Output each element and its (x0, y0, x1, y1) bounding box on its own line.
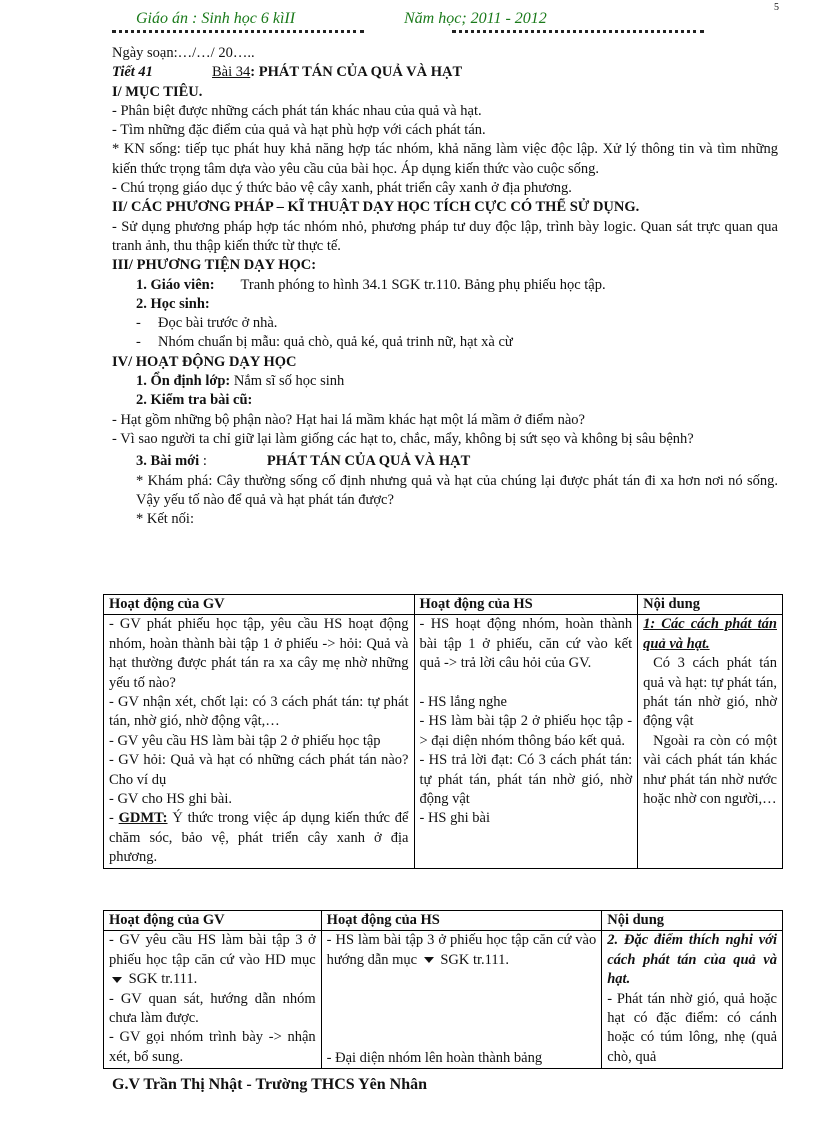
student-item-text: Nhóm chuẩn bị mẫu: quả chò, quả ké, quả trinh nữ, hạt xà cừ (158, 334, 513, 351)
new-lesson-label: 3. Bài mới (136, 453, 200, 470)
dropdown-arrow-icon (424, 957, 434, 963)
student-activity (327, 931, 597, 970)
teacher-activity-cell (104, 931, 322, 1069)
objective-item: - Tìm những đặc điểm của quả và hạt phù hợp với cách phát tán. (112, 122, 486, 139)
stabilize-label: 1. Ổn định lớp: (136, 373, 231, 390)
content-text: Có 3 cách phát tán quả và hạt: tự phát tán, phát tán nhờ gió, nhờ động vật (643, 655, 777, 730)
content-text: Ngoài ra còn có một vài cách phát tán khác như phát tán nhờ nước hoặc nhờ con người,… (643, 732, 777, 808)
teacher-activity-gdmt: - GDMT: Ý thức trong việc áp dụng kiến thức để chăm sóc, bảo vệ, phát triển cây xanh ở địa phương. (109, 810, 409, 866)
student-activity-ref: SGK tr.111. (440, 951, 509, 968)
gdmt-text: Ý thức trong việc áp dụng kiến thức để chăm sóc, bảo vệ, phát triển cây xanh ở địa phương. (109, 810, 409, 866)
table-header-cell: Hoạt động của HS (414, 595, 638, 615)
date-line: Ngày soạn:…/…/ 20….. (112, 45, 255, 61)
table-row (104, 931, 783, 1069)
activity-table-1 (103, 594, 783, 869)
content-cell (638, 615, 783, 868)
gdmt-label: GDMT: (118, 810, 168, 827)
page-footer: G.V Trần Thị Nhật - Trường THCS Yên Nhân (112, 1076, 427, 1093)
page-number: 5 (774, 2, 779, 13)
objective-item: * KN sống: tiếp tục phát huy khả năng hợp tác nhóm, khả năng làm việc độc lập. Xử lý thông tin và tìm những kiến thức trọng tâm dựa vào yêu cầu của bài học. Áp dụng kiến thức vào cuộc sống. (112, 141, 778, 177)
objective-item: - Chú trọng giáo dục ý thức bảo vệ cây xanh, phát triển cây xanh ở địa phương. (112, 180, 572, 197)
teacher-materials (112, 276, 778, 295)
student-activity: - HS ghi bài (419, 810, 490, 827)
table-header-cell: Nội dung (638, 595, 783, 615)
review-label: 2. Kiểm tra bài cũ: (136, 392, 253, 409)
activity-table-2 (103, 910, 783, 1069)
connection-text: * Kết nối: (136, 511, 194, 528)
teacher-activity-cell (104, 615, 415, 868)
teacher-activity: - GV phát phiếu học tập, yêu cầu HS hoạt động nhóm, hoàn thành bài tập 1 ở phiếu -> hỏi: Quả và hạt thường được phát tán ra xa cây mẹ nhờ những yếu tố nào? (109, 616, 409, 691)
discovery-text: * Khám phá: Cây thường sống cố định nhưng quả và hạt của chúng lại được phát tán đi xa hơn nơi nó sống. Vậy yếu tố nào để quả và hạt phát tán được? (136, 472, 778, 508)
lesson-period: Tiết 41 (112, 64, 153, 81)
stabilize-text: Nắm sĩ số học sinh (233, 373, 345, 390)
table-header-row (104, 911, 783, 931)
teacher-label: 1. Giáo viên: (136, 276, 215, 293)
lesson-title: : PHÁT TÁN CỦA QUẢ VÀ HẠT (250, 64, 463, 81)
teacher-activity: - GV cho HS ghi bài. (109, 791, 232, 808)
content-text: - Phát tán nhờ gió, quả hoặc hạt có đặc điểm: có cánh hoặc có túm lông, nhẹ (quả chò, quả (607, 990, 777, 1065)
new-lesson-title: PHÁT TÁN CỦA QUẢ VÀ HẠT (266, 453, 471, 470)
teacher-activity: - GV nhận xét, chốt lại: có 3 cách phát tán: tự phát tán, nhờ gió, nhờ động vật,… (109, 694, 409, 730)
teacher-activity: - GV hỏi: Quả và hạt có những cách phát tán nào? Cho ví dụ (109, 752, 409, 788)
new-lesson-line (112, 452, 778, 471)
section-materials-heading: III/ PHƯƠNG TIỆN DẠY HỌC: (112, 257, 317, 274)
header-subject: Giáo án : Sinh học 6 kìII (136, 10, 296, 27)
student-item-text: Đọc bài trước ở nhà. (158, 315, 278, 332)
content-title: 2. Đặc điểm thích nghi với cách phát tán của quả và hạt. (607, 932, 777, 988)
table-header-cell: Hoạt động của GV (104, 911, 322, 931)
section-activities-heading: IV/ HOẠT ĐỘNG DẠY HỌC (112, 353, 297, 370)
header-divider-right (452, 30, 704, 41)
teacher-activity: - GV gọi nhóm trình bày -> nhận xét, bổ sung. (109, 1029, 316, 1065)
student-activity: - HS trả lời đạt: Có 3 cách phát tán: tự phát tán, phát tán nhờ gió, nhờ động vật (419, 752, 633, 808)
student-activity: - HS hoạt động nhóm, hoàn thành bài tập 1 ở phiếu, căn cứ vào kết quả -> trả lời câu hỏi của GV. (419, 616, 633, 672)
review-question: - Vì sao người ta chỉ giữ lại làm giống các hạt to, chắc, mẩy, không bị sứt sẹo và không bị sâu bệnh? (112, 430, 694, 447)
student-item: - Đọc bài trước ở nhà. (112, 314, 778, 333)
student-activity-cell (414, 615, 638, 868)
table-header-row (104, 595, 783, 615)
teacher-activity: - GV yêu cầu HS làm bài tập 2 ở phiếu học tập (109, 732, 381, 749)
content-title: 1: Các cách phát tán quả và hạt. (643, 616, 777, 652)
section-methods-heading: II/ CÁC PHƯƠNG PHÁP – KĨ THUẬT DẠY HỌC TÍCH CỰC CÓ THỂ SỬ DỤNG. (112, 199, 640, 216)
teacher-activity (109, 931, 316, 989)
class-stabilize (112, 372, 778, 391)
content-cell (602, 931, 783, 1069)
student-activity: - HS làm bài tập 2 ở phiếu học tập -> đại diện nhóm thông báo kết quả. (419, 713, 633, 749)
student-activity-text: - HS làm bài tập 3 ở phiếu học tập căn cứ vào hướng dẫn mục (326, 932, 597, 968)
student-activity: - Đại diện nhóm lên hoàn thành bảng (326, 1050, 543, 1066)
teacher-activity-ref: SGK tr.111. (128, 971, 198, 988)
student-activity: - HS lắng nghe (419, 694, 507, 711)
student-item: - Nhóm chuẩn bị mẫu: quả chò, quả ké, quả trinh nữ, hạt xà cừ (112, 333, 778, 352)
new-lesson-sep: : (199, 453, 207, 470)
lesson-number: Bài 34 (212, 64, 251, 81)
student-label: 2. Học sinh: (136, 295, 210, 312)
table-row (104, 615, 783, 868)
lesson-body (112, 44, 778, 529)
teacher-materials-text: Tranh phóng to hình 34.1 SGK tr.110. Bảng phụ phiếu học tập. (240, 276, 606, 293)
objective-item: - Phân biệt được những cách phát tán khác nhau của quả và hạt. (112, 102, 482, 119)
header-school-year: Năm học; 2011 - 2012 (404, 10, 547, 27)
review-question: - Hạt gồm những bộ phận nào? Hạt hai lá mầm khác hạt một lá mầm ở điểm nào? (112, 411, 585, 428)
lesson-title-line (112, 63, 778, 82)
table-header-cell: Hoạt động của GV (104, 595, 415, 615)
table-header-cell: Nội dung (602, 911, 783, 931)
section-objectives-heading: I/ MỤC TIÊU. (112, 83, 203, 100)
methods-text: - Sử dụng phương pháp hợp tác nhóm nhỏ, phương pháp tư duy độc lập, trình bày logic. Quan sát trực quan qua tranh ảnh, thu thập kiến thức từ thực tế. (112, 218, 778, 254)
student-activity-cell (321, 931, 602, 1069)
header-divider-left (112, 30, 364, 41)
teacher-activity: - GV quan sát, hướng dẫn nhóm chưa làm được. (109, 990, 316, 1027)
dropdown-arrow-icon (112, 977, 122, 983)
table-header-cell: Hoạt động của HS (321, 911, 602, 931)
teacher-activity-text: - GV yêu cầu HS làm bài tập 3 ở phiếu học tập căn cứ vào HD mục (109, 932, 316, 968)
